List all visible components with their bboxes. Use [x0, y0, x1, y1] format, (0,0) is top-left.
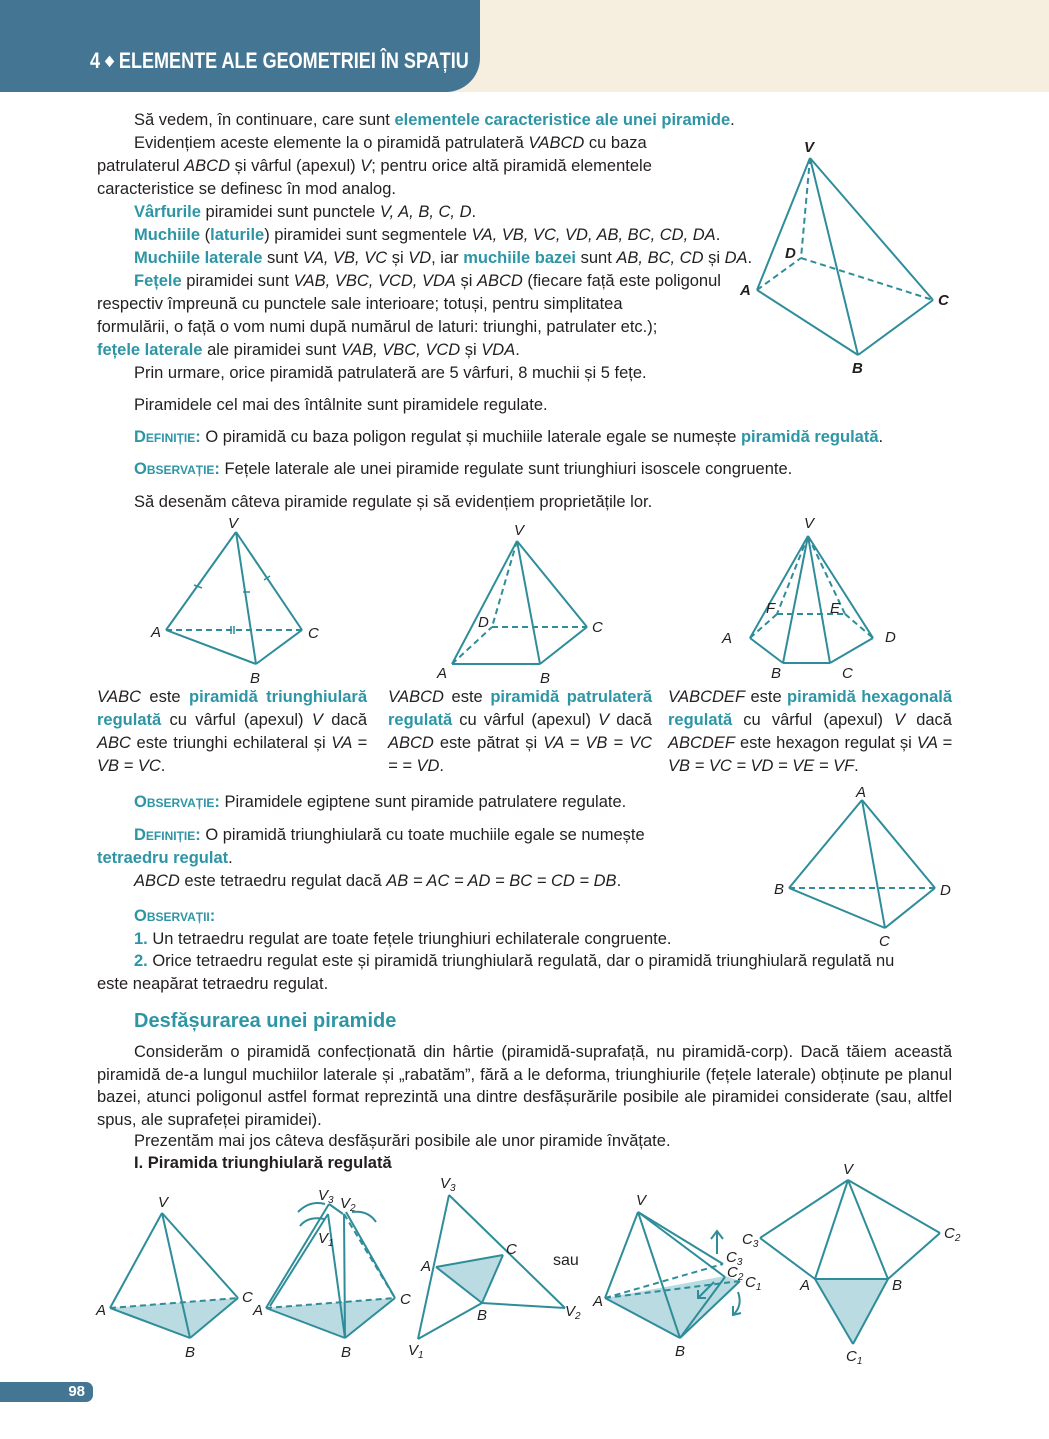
text-fragment: , iar	[431, 249, 464, 267]
text-fragment: este	[443, 688, 491, 706]
text-fragment: VA = VB = VC	[97, 734, 367, 775]
tetra-label-D: D	[940, 882, 951, 899]
u1-label-A: A	[96, 1302, 107, 1319]
text-fragment: Evidențiem aceste elemente la o piramidă patrulateră	[134, 134, 529, 152]
subheading-triangular: I. Piramida triunghiulară regulată	[134, 1154, 392, 1172]
text-fragment: muchiile bazei	[463, 249, 577, 267]
regular-intro: Piramidele cel mai des întâlnite sunt piramidele regulate.	[134, 396, 548, 414]
u3-label-C: C	[506, 1241, 517, 1258]
tetra-label-C: C	[879, 933, 890, 950]
figure-label: C	[745, 1274, 756, 1291]
text-fragment: piramidă patrulateră	[490, 688, 652, 706]
figure-stroke	[270, 1214, 328, 1306]
label-C: C	[938, 292, 949, 309]
figure-stroke	[848, 1180, 940, 1233]
figure-label: C	[727, 1264, 738, 1281]
faces-line-2: respectiv împreună cu punctele sale interioare; totuși, pentru simplitatea	[97, 295, 623, 313]
figure-stroke	[760, 1180, 848, 1238]
hex-label-B: B	[771, 665, 782, 682]
text-fragment: .	[160, 757, 166, 775]
u5-label-B: B	[892, 1277, 903, 1294]
u4-label-B: B	[675, 1343, 686, 1360]
figure-label: 2	[350, 1203, 356, 1214]
text-fragment: dacă	[609, 711, 652, 729]
text-fragment: și vârful (apexul)	[229, 157, 361, 175]
diamond-icon: ◆	[105, 52, 114, 68]
text-fragment: piramidă triunghiulară	[189, 688, 367, 706]
u5-label-A: A	[800, 1277, 811, 1294]
chapter-number: 4	[90, 48, 101, 73]
figure-label: V	[318, 1187, 329, 1204]
text-fragment: AB, BC, CD	[616, 249, 704, 267]
text-fragment: regulată	[97, 711, 162, 729]
text-fragment: cu vârful (apexul)	[732, 711, 895, 729]
u1-label-B: B	[185, 1344, 196, 1361]
u2-label-C: C	[400, 1291, 411, 1308]
tri-label-B: B	[250, 670, 261, 687]
lateral-edges-line: Muchiile laterale sunt VA, VB, VC și VD, iar muchiile bazei sunt AB, BC, CD și DA.	[134, 249, 753, 267]
text-fragment: regulată	[388, 711, 453, 729]
text-fragment: Să vedem, în continuare, care sunt	[134, 111, 395, 129]
chapter-title-text: ELEMENTE ALE GEOMETRIEI ÎN SPAȚIU	[118, 48, 469, 73]
figure-stroke	[346, 1212, 395, 1298]
text-fragment: este	[745, 688, 788, 706]
text-fragment: și	[460, 341, 482, 359]
text-fragment: VA = VB = VC = = VD	[388, 734, 652, 775]
figure-label: 1	[856, 1356, 863, 1367]
hex-label-E: E	[830, 600, 841, 617]
figure-label: V	[408, 1342, 419, 1359]
text-fragment: ABCD	[184, 157, 230, 175]
figure-label: V	[565, 1303, 576, 1320]
tri-label-V: V	[228, 515, 239, 532]
vertices-line: Vârfurile piramidei sunt punctele V, A, B, C, D.	[134, 203, 477, 221]
figure-label: 2	[954, 1233, 961, 1244]
lateral-faces-line: fețele laterale ale piramidei sunt VAB, VBC, VCD și VDA.	[97, 341, 520, 359]
text-fragment: V, A, B, C, D	[379, 203, 472, 221]
page-number: 98	[0, 1382, 93, 1402]
figure-label: 3	[752, 1239, 759, 1250]
text-fragment: ) piramidei sunt segmentele	[264, 226, 472, 244]
u4-label-V: V	[636, 1192, 647, 1209]
definition-regular: Definiție: O piramidă cu baza poligon regulat și muchiile laterale egale se numește piramidă regulată.	[134, 428, 884, 446]
u3-label-V3	[440, 1175, 456, 1194]
text-fragment: Observații:	[134, 907, 216, 925]
label-V: V	[804, 139, 815, 156]
text-fragment: și	[703, 249, 725, 267]
u2-label-A: A	[253, 1302, 264, 1319]
figure-label: 3	[736, 1257, 743, 1268]
draw-intro: Să desenăm câteva piramide regulate și să evidențiem proprietățile lor.	[134, 493, 653, 511]
text-fragment: fețele laterale	[97, 341, 203, 359]
text-fragment: .	[616, 872, 622, 890]
figure-label: 3	[450, 1183, 456, 1194]
fold-arrow-icon	[298, 1203, 325, 1212]
figure-label: V	[440, 1175, 451, 1192]
u3-label-A: A	[421, 1258, 432, 1275]
u5-label-C3	[742, 1231, 759, 1250]
text-fragment: patrulaterul	[97, 157, 185, 175]
text-fragment: V	[360, 157, 372, 175]
text-fragment: 1.	[134, 930, 148, 948]
observation-2-cont: este neapărat tetraedru regulat.	[97, 975, 329, 993]
u3-label-B: B	[477, 1307, 488, 1324]
quad-label-D: D	[478, 614, 489, 631]
figure-label: 1	[328, 1238, 334, 1249]
figure-stroke	[848, 1180, 888, 1279]
label-A: A	[740, 282, 751, 299]
text-fragment: cu vârful (apexul)	[452, 711, 599, 729]
u5-label-V: V	[843, 1161, 854, 1178]
hex-label-F: F	[766, 600, 776, 617]
unfold-fig-2	[266, 1203, 395, 1338]
label-B: B	[852, 360, 863, 377]
figure-stroke	[162, 1213, 238, 1298]
u5-label-C2	[944, 1225, 961, 1244]
text-fragment: VD	[408, 249, 432, 267]
text-fragment: Observație:	[134, 793, 220, 811]
text-fragment: VA, VB, VC, VD, AB, BC, CD, DA	[471, 226, 716, 244]
text-fragment: VABCDEF	[668, 688, 746, 706]
text-fragment: Fețele laterale ale unei piramide regulate sunt triunghiuri isoscele congruente.	[219, 460, 793, 478]
u4-label-A: A	[593, 1293, 604, 1310]
text-fragment: ABCD	[476, 272, 523, 290]
quad-label-A: A	[437, 665, 448, 682]
text-fragment: VABCD	[528, 134, 585, 152]
text-fragment: O piramidă triunghiulară cu toate muchiile egale se numește	[200, 826, 645, 844]
text-fragment: laturile	[210, 226, 265, 244]
unfolding-intro: Prezentăm mai jos câteva desfășurări posibile ale unor piramide învățate.	[134, 1132, 671, 1150]
figure-stroke	[888, 1233, 940, 1279]
hex-label-V: V	[804, 515, 815, 532]
fold-arrow-icon	[733, 1292, 741, 1315]
text-fragment: este tetraedru regulat dacă	[179, 872, 387, 890]
figure-label: 3	[328, 1195, 334, 1206]
text-fragment: V	[894, 711, 906, 729]
text-fragment: VABCD	[388, 688, 444, 706]
unfold-fig-1	[110, 1213, 238, 1338]
text-fragment: VABC	[97, 688, 142, 706]
u2-label-V2	[340, 1195, 356, 1214]
unfold-fig-3	[418, 1195, 565, 1339]
text-fragment: ABCDEF	[668, 734, 735, 752]
figure-label: C	[742, 1231, 753, 1248]
figure-label: C	[726, 1249, 737, 1266]
intro-line-4: caracteristice se definesc în mod analog.	[97, 180, 396, 198]
sau-label: sau	[553, 1252, 579, 1269]
u5-label-C1	[846, 1348, 862, 1367]
text-fragment: Fețele	[134, 272, 182, 290]
text-fragment: ABC	[97, 734, 131, 752]
text-fragment: piramidă regulată	[740, 428, 879, 446]
fold-arrow-icon	[352, 1212, 376, 1222]
text-fragment: este	[141, 688, 189, 706]
arrow-up-icon	[711, 1231, 723, 1254]
text-fragment: piramidă hexagonală	[787, 688, 953, 706]
unfolding-paragraph: Considerăm o piramidă confecționată din hârtie (piramidă-suprafață, nu piramidă-corp). Dacă tăiem această piramidă de-a lungul muchiilor laterale și „rabatăm”, fără a le deforma, triunghiurile (fețele laterale) obținute pe planul bazei, atunci poligonul astfel format reprezintă una dintre desfășurările posibile ale piramidei considerate (sau, altfel spus, ale suprafeței piramidei).	[97, 1043, 952, 1129]
figure-label: V	[340, 1195, 351, 1212]
text-fragment: V	[598, 711, 610, 729]
text-fragment: este hexagon regulat și	[734, 734, 917, 752]
text-fragment: ABCD	[134, 872, 180, 890]
text-fragment: sunt	[262, 249, 303, 267]
text-fragment: Muchiile laterale	[134, 249, 263, 267]
u2-label-B: B	[341, 1344, 352, 1361]
text-fragment: cu baza	[584, 134, 647, 152]
unfold-fig-4	[605, 1212, 741, 1338]
tri-label-A: A	[151, 624, 162, 641]
tetra-label-A: A	[856, 784, 867, 801]
figure-label: 1	[418, 1350, 424, 1361]
figure-label: V	[318, 1230, 329, 1247]
text-fragment: Observație:	[134, 460, 220, 478]
text-fragment: .	[730, 111, 735, 129]
text-fragment: Un tetraedru regulat are toate fețele triunghiuri echilaterale congruente.	[147, 930, 672, 948]
text-fragment: ABCD	[388, 734, 434, 752]
section-heading-unfolding: Desfășurarea unei piramide	[134, 1010, 397, 1032]
u4-label-C1	[745, 1274, 761, 1293]
text-fragment: Vârfurile	[134, 203, 201, 221]
u1-label-C: C	[242, 1289, 253, 1306]
text-fragment: VDA	[481, 341, 516, 359]
figure-stroke	[266, 1204, 329, 1308]
text-fragment: .	[854, 757, 859, 775]
text-fragment: Muchiile	[134, 226, 201, 244]
figure-stroke	[760, 1238, 815, 1279]
text-fragment: .	[228, 849, 233, 867]
text-fragment: ale piramidei sunt	[202, 341, 341, 359]
text-fragment: .	[439, 757, 444, 775]
text-fragment: 2.	[134, 952, 148, 970]
text-fragment: este pătrat și	[433, 734, 544, 752]
text-fragment: piramidei sunt	[181, 272, 294, 290]
figure-stroke	[815, 1180, 848, 1279]
quad-label-B: B	[540, 670, 551, 687]
text-fragment: DA	[724, 249, 748, 267]
tetra-label-B: B	[774, 881, 785, 898]
figure-stroke	[482, 1303, 565, 1308]
edges-line: Muchiile (laturile) piramidei sunt segmentele VA, VB, VC, VD, AB, BC, CD, DA.	[134, 226, 721, 244]
u3-label-V1	[408, 1342, 424, 1361]
figure-label: 2	[575, 1311, 581, 1322]
text-fragment: VA = VB = VC = VD = VE = VF	[668, 734, 952, 775]
text-fragment: VAB, VBC, VCD	[340, 341, 461, 359]
u2-label-V3	[318, 1187, 334, 1206]
text-fragment: O piramidă cu baza poligon regulat și muchiile laterale egale se numește	[200, 428, 741, 446]
u1-label-V: V	[158, 1194, 169, 1211]
text-fragment: (	[200, 226, 211, 244]
tri-label-C: C	[308, 625, 319, 642]
text-fragment: regulată	[668, 711, 733, 729]
figure-label: C	[944, 1225, 955, 1242]
text-fragment: este triunghi echilateral și	[130, 734, 332, 752]
figure-label: 2	[737, 1272, 744, 1283]
text-fragment: VAB, VBC, VCD, VDA	[293, 272, 456, 290]
text-fragment: Orice tetraedru regulat este și piramidă triunghiulară regulată, dar o piramidă triunghiulară regulată nu	[147, 952, 895, 970]
summary-line: Prin urmare, orice piramidă patrulateră are 5 vârfuri, 8 muchii și 5 fețe.	[134, 364, 647, 382]
quad-label-C: C	[592, 619, 603, 636]
text-fragment: elementele caracteristice ale unei piramide	[394, 111, 731, 129]
hex-label-A: A	[722, 630, 733, 647]
text-fragment: Definiție:	[134, 826, 201, 844]
text-fragment: V	[311, 711, 323, 729]
text-fragment: și	[387, 249, 409, 267]
figure-label: 1	[755, 1282, 762, 1293]
figure-stroke	[605, 1212, 638, 1298]
unfold-fig-5	[760, 1180, 940, 1344]
text-fragment: cu vârful (apexul)	[161, 711, 312, 729]
u3-label-V2	[565, 1303, 581, 1322]
text-fragment: piramidei sunt punctele	[200, 203, 380, 221]
hex-label-C: C	[842, 665, 853, 682]
text-fragment: VA, VB, VC	[302, 249, 388, 267]
figure-stroke	[815, 1279, 888, 1344]
text-fragment: și	[455, 272, 477, 290]
text-fragment: Piramidele egiptene sunt piramide patrulatere regulate.	[219, 793, 627, 811]
text-fragment: sunt	[576, 249, 617, 267]
figure-stroke	[344, 1214, 345, 1338]
figure-stroke	[418, 1303, 482, 1339]
faces-line-3: formulării, o față o vom numi după numărul de laturi: triunghi, patrulater etc.);	[97, 318, 658, 336]
figure-label: C	[846, 1348, 857, 1365]
text-fragment: dacă	[905, 711, 952, 729]
hex-label-D: D	[885, 629, 896, 646]
text-fragment: dacă	[322, 711, 367, 729]
figure-stroke	[110, 1213, 162, 1308]
text-fragment: ; pentru orice altă piramidă elementele	[371, 157, 652, 175]
text-fragment: tetraedru regulat	[97, 849, 229, 867]
text-fragment: (fiecare față este poligonul	[522, 272, 721, 290]
text-fragment: AB = AC = AD = BC = CD = DB	[386, 872, 617, 890]
text-fragment: Definiție:	[134, 428, 201, 446]
quad-label-V: V	[514, 522, 525, 539]
figure-stroke	[638, 1212, 723, 1264]
label-D: D	[785, 245, 796, 262]
